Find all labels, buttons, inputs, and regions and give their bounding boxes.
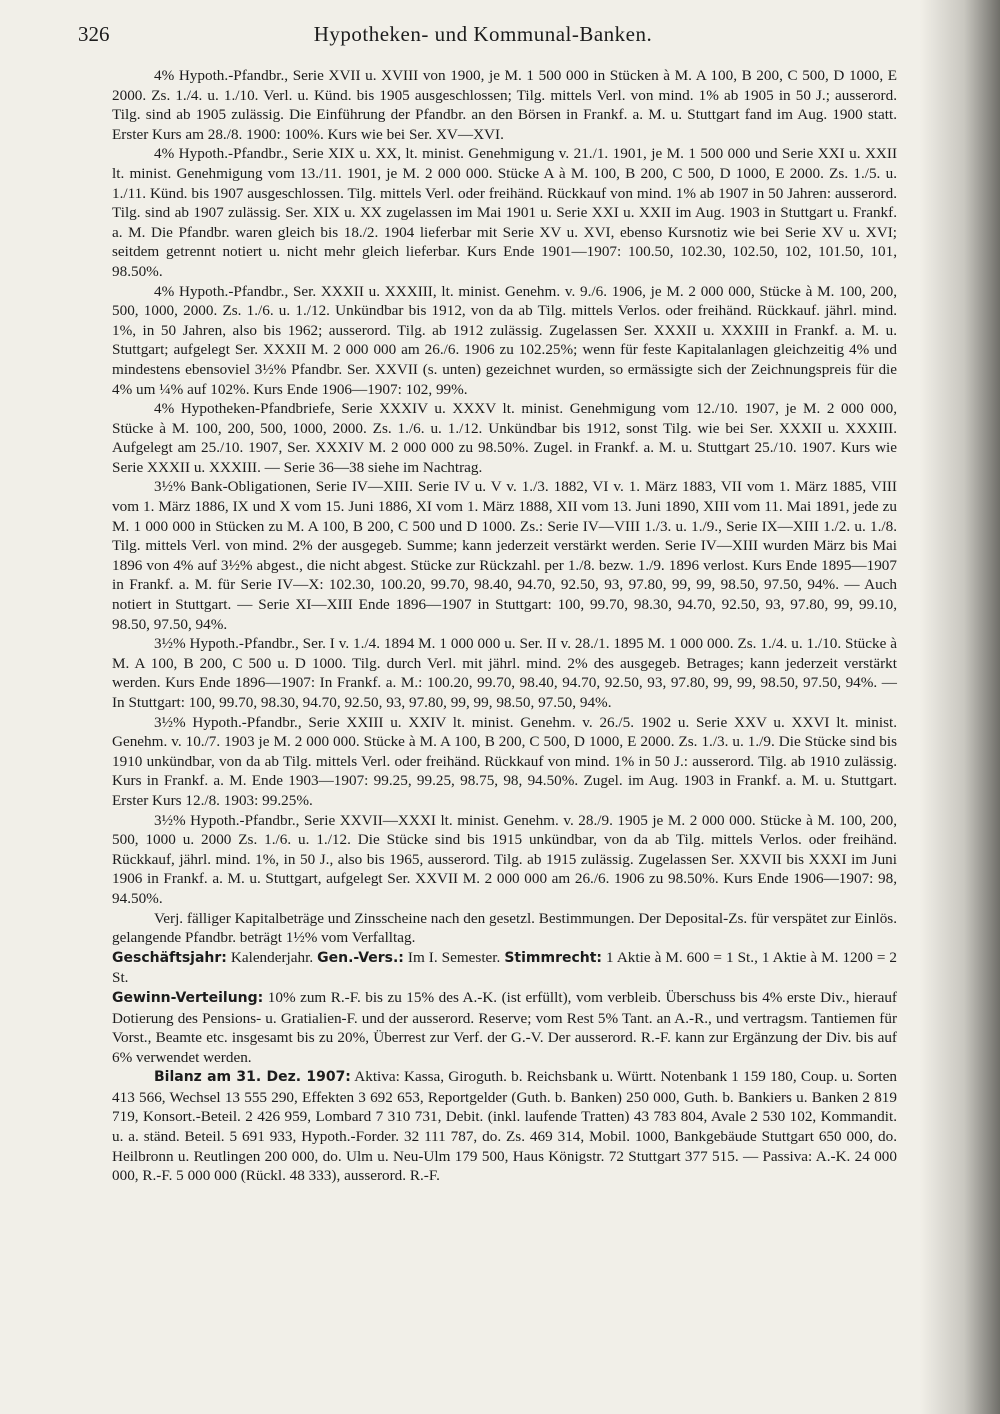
paragraph-serie-xix-xxii: 4% Hypoth.-Pfandbr., Serie XIX u. XX, lt. minist. Genehmigung v. 21./1. 1901, je M. 1 500 000 und Serie XXI u. XXII lt. minist. Genehmigung vom 13./11. 1901, je M. 2 000 000. Stücke A à M. 100, B 200, C 500, D 1000, E 2000. Zs. 1./5. u. 1./11. Künd. bis 1907 ausgeschlossen. Tilg. mittels Verl. oder freihänd. Rückkauf von mind. 1% ab 1907 in 50 Jahren: ausserord. Tilg. sind ab 1907 zulässig. Ser. XIX u. XX zugelassen im Mai 1901 u. Serie XXI u. XXII im Aug. 1903 in Stuttgart u. Frankf. a. M. Die Pfandbr. waren gleich bis 18./2. 1904 lieferbar mit Serie XV u. XVI, ebenso Kursnotiz wie bei Serie XV u. XVI; seitdem getrennt notiert u. nicht mehr gleich lieferbar. Kurs Ende 1901—1907: 100.50, 102.30, 102.50, 102, 101.50, 101, 98.50%.	[112, 145, 897, 280]
paragraph-serie-xvii-xviii: 4% Hypoth.-Pfandbr., Serie XVII u. XVIII von 1900, je M. 1 500 000 in Stücken à M. A 100, B 200, C 500, D 1000, E 2000. Zs. 1./4. u. 1./10. Verl. u. Künd. bis 1905 ausgeschlossen; Tilg. mittels Verl. von mind. 1% ab 1905 in 50 J.; ausserord. Tilg. sind ab 1905 zulässig. Die Einführung der Pfandbr. an den Börsen in Frankf. a. M. u. Stuttgart fand im Aug. 1900 statt. Erster Kurs am 28./8. 1900: 100%. Kurs wie bei Ser. XV—XVI.	[112, 67, 897, 143]
text-bilanz: Aktiva: Kassa, Giroguth. b. Reichsbank u. Württ. Notenbank 1 159 180, Coup. u. Sorten 413 566, Wechsel 13 555 290, Effekten 3 692 653, Reportgelder (Guth. b. Banken) 250 000, Guth. b. Bankiers u. Banken 2 819 719, Konsort.-Beteil. 2 426 959, Lombard 7 310 731, Debit. (inkl. laufende Tratten) 43 783 804, Avale 2 530 102, Kommandit. u. a. ständ. Beteil. 5 691 933, Hypoth.-Forder. 32 111 787, do. Zs. 469 314, Mobil. 1000, Bankgebäude Stuttgart 650 000, do. Heilbronn u. Reutlingen 200 000, do. Ulm u. Neu-Ulm 179 500, Haus Königstr. 72 Stuttgart 377 515. — Passiva: A.-K. 24 000 000, R.-F. 5 000 000 (Rückl. 48 333), ausserord. R.-F.	[112, 1068, 897, 1185]
section-geschaeftsjahr	[112, 948, 897, 988]
paragraph-verjaehrung: Verj. fälliger Kapitalbeträge und Zinsscheine nach den gesetzl. Bestimmungen. Der Deposital-Zs. für verspätet zur Einlös. gelangende Pfandbr. beträgt 1½% vom Verfalltag.	[112, 909, 897, 947]
label-bilanz: Bilanz am 31. Dez. 1907:	[154, 1069, 351, 1086]
text-geschaeftsjahr: Kalenderjahr.	[226, 948, 318, 966]
label-stimmrecht: Stimmrecht:	[504, 949, 603, 966]
running-head	[78, 22, 888, 52]
text-gewinn-verteilung: 10% zum R.-F. bis zu 15% des A.-K. (ist erfüllt), vom verbleib. Überschuss bis 4% erste Div., hierauf Dotierung des Pensions- u. Gratialien-F. und der ausserord. Reserve; vom Rest 5% Tant. an A.-R., und vertragsm. Tantiemen für Vorst., Beamte etc. insgesamt bis zu 20%, Überrest zur Verf. der G.-V. Der ausserord. R.-F. kann zur Ergänzung der Div. bis auf 6% verwendet werden.	[112, 988, 897, 1066]
running-title: Hypotheken- und Kommunal-Banken.	[313, 22, 653, 46]
body-text	[112, 66, 897, 1186]
text-stimmrecht: 1 Aktie à M. 600 = 1 St., 1 Aktie à M. 1200 = 2 St.	[112, 948, 898, 987]
text-gen-vers: Im I. Semester.	[403, 948, 505, 966]
section-gewinn-verteilung	[112, 988, 897, 1067]
paragraph-serie-xxiii-xxvi: 3½% Hypoth.-Pfandbr., Serie XXIII u. XXIV lt. minist. Genehm. v. 26./5. 1902 u. Serie XXV u. XXVI lt. minist. Genehm. v. 10./7. 1903 je M. 2 000 000. Stücke à M. A 100, B 200, C 500, D 1000, E 2000. Zs. 1./3. u. 1./9. Die Stücke sind bis 1910 unkündbar, von da ab Tilg. mittels Verl. oder freihänd. Rückkauf von mind. 1% in 50 J.: ausserord. Tilg. ab 1910 zulässig. Kurs in Frankf. a. M. Ende 1903—1907: 99.25, 99.25, 98.75, 98, 94.50%. Zugel. im Aug. 1903 in Frankf. a. M. u. Stuttgart. Erster Kurs 12./8. 1903: 99.25%.	[112, 713, 897, 809]
paragraph-serie-xxxii-xxxiii: 4% Hypoth.-Pfandbr., Ser. XXXII u. XXXIII, lt. minist. Genehm. v. 9./6. 1906, je M. 2 000 000, Stücke à M. 100, 200, 500, 1000, 2000. Zs. 1./6. u. 1./12. Unkündbar bis 1912, von da ab Tilg. mittels Verlos. oder freihänd. Rückkauf. jährl. mind. 1%, in 50 Jahren, also bis 1962; ausserord. Tilg. ab 1912 zulässig. Zugelassen Ser. XXXII u. XXXIII in Frankf. a. M. u. Stuttgart; aufgelegt Ser. XXXII M. 2 000 000 am 26./6. 1906 zu 102.25%; wenn für feste Kapitalanlagen gleichzeitig 4% und mindestens ebensoviel 3½% Pfandbr. Ser. XXVII (s. unten) gezeichnet wurden, so ermässigte sich der Zeichnungspreis für die 4% um ¼% auf 102%. Kurs Ende 1906—1907: 102, 99%.	[112, 282, 897, 398]
page-number: 326	[78, 22, 110, 46]
section-bilanz	[112, 1067, 897, 1186]
label-gen-vers: Gen.-Vers.:	[317, 949, 404, 966]
label-geschaeftsjahr: Geschäftsjahr:	[112, 949, 227, 966]
paragraph-serie-i-ii: 3½% Hypoth.-Pfandbr., Ser. I v. 1./4. 1894 M. 1 000 000 u. Ser. II v. 28./1. 1895 M. 1 000 000. Zs. 1./4. u. 1./10. Stücke à M. A 100, B 200, C 500 u. D 1000. Tilg. durch Verl. mit jährl. mind. 2% des ausgegeb. Betrages; kann jederzeit verstärkt werden. Kurs Ende 1896—1907: In Frankf. a. M.: 100.20, 99.70, 98.40, 94.70, 92.50, 93, 97.80, 99, 99, 98.50, 97.50, 94%. — In Stuttgart: 100, 99.70, 98.30, 94.70, 92.50, 93, 97.80, 99, 99, 98.50, 97.50, 94%.	[112, 635, 897, 711]
paragraph-serie-xxvii-xxxi: 3½% Hypoth.-Pfandbr., Serie XXVII—XXXI lt. minist. Genehm. v. 28./9. 1905 je M. 2 000 000. Stücke à M. 100, 200, 500, 1000 u. 2000 Zs. 1./6. u. 1./12. Die Stücke sind bis 1915 unkündbar, von da ab Tilg. mittels Verlos. oder freihänd. Rückkauf, jährl. mind. 1%, in 50 J., also bis 1965, ausserord. Tilg. ab 1915 zulässig. Zugelassen Ser. XXVII bis XXXI im Juni 1906 in Frankf. a. M. u. Stuttgart, aufgelegt Ser. XXVII M. 2 000 000 am 26./6. 1906 zu 98.50%. Kurs Ende 1906—1907: 98, 94.50%.	[112, 811, 897, 907]
page-edge-shadow	[920, 0, 1000, 1414]
paragraph-bank-obligationen: 3½% Bank-Obligationen, Serie IV—XIII. Serie IV u. V v. 1./3. 1882, VI v. 1. März 1883, VII vom 1. März 1885, VIII vom 1. März 1886, IX und X vom 15. Juni 1886, XI vom 1. März 1888, XII vom 13. Juni 1890, XIII vom 11. Mai 1891, jede zu M. 1 000 000 in Stücken zu M. A 100, B 200, C 500 und D 1000. Zs.: Serie IV—VIII 1./3. u. 1./9., Serie IX—XIII 1./2. u. 1./8. Tilg. mittels Verl. von mind. 2% der ausgegeb. Summe; kann jederzeit verstärkt werden. Serie IV—XIII wurden März bis Mai 1896 von 4% auf 3½% abgest., die nicht abgest. Stücke zur Rückzahl. per 1./8. bezw. 1./9. 1896 verlost. Kurs Ende 1895—1907 in Frankf. a. M. für Serie IV—X: 102.30, 100.20, 99.70, 98.40, 94.70, 92.50, 93, 97.80, 99, 99, 98.50, 97.50, 94%. — Auch notiert in Stuttgart. — Serie XI—XIII Ende 1896—1907 in Stuttgart: 100, 99.70, 98.30, 94.70, 92.50, 93, 97.80, 99, 99.10, 98.50, 97.50, 94%.	[112, 478, 897, 633]
paragraph-serie-xxxiv-xxxv: 4% Hypotheken-Pfandbriefe, Serie XXXIV u. XXXV lt. minist. Genehmigung vom 12./10. 1907, je M. 2 000 000, Stücke à M. 100, 200, 500, 1000, 2000. Zs. 1./6. u. 1./12. Unkündbar bis 1912, sonst Tilg. wie bei Ser. XXXII u. XXXIII. Aufgelegt am 25./10. 1907, Ser. XXXIV M. 2 000 000 zu 98.50%. Zugel. in Frankf. a. M. u. Stuttgart 25./10. 1907. Kurs wie Serie XXXII u. XXXIII. — Serie 36—38 siehe im Nachtrag.	[112, 400, 897, 476]
label-gewinn-verteilung: Gewinn-Verteilung:	[112, 989, 264, 1006]
